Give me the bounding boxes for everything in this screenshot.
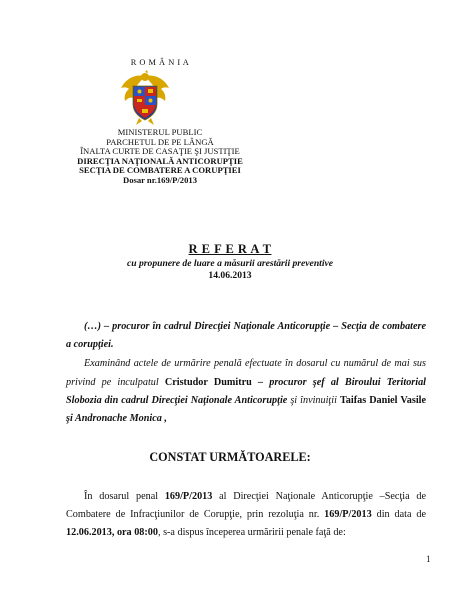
suspect-name: Taifas Daniel Vasile [339,394,426,406]
body-paragraph [66,488,426,543]
coat-of-arms-logo [118,70,172,126]
page-number: 1 [426,554,431,564]
intro-text: Examinând actele de urmărire penală efectuate în dosarul cu numărul de mai sus privind pe inculpatul [66,358,426,388]
document-title: R E F E R A T [188,242,272,256]
intro-text: şi învinuiţii [287,394,340,406]
header-line: PARCHETUL DE PE LÂNGĂ [106,136,214,147]
body-text: , s-a dispus începerea urmăririi penale faţă de: [157,527,346,539]
suspect-name-2: şi Andronache Monica , [66,413,167,425]
body-text: În dosarul penal [84,491,165,502]
header-file-number: Dosar nr.169/P/2013 [122,174,197,185]
intro-examination [66,355,426,428]
header-line: MINISTERUL PUBLIC [117,127,203,137]
case-number: 169/P/2013 [164,491,213,502]
header-directorate: DIRECŢIA NAŢIONALĂ ANTICORUPŢIE [77,155,243,166]
resolution-datetime: 12.06.2013, ora 08:00 [66,527,158,539]
document-date: 14.06.2013 [208,270,252,281]
intro-prosecutor: (…) – procuror în cadrul Direcţiei Naţionale Anticorupţie – Secţia de combatere a corupţiei. [66,321,426,351]
header-section: SECŢIA DE COMBATERE A CORUPŢIEI [79,165,241,176]
intro-block [66,318,426,428]
section-heading: CONSTAT URMĂTOARELE: [149,450,311,464]
header-institution [60,128,260,186]
body-text: al Direcţiei Naţionale Anticorupţie –Secţia de Combatere de Infracţiunilor de Corupţie, prin rezoluţia nr. [66,491,426,521]
defendant-role: – procuror şef al Biroului Teritorial Slobozia din cadrul Direcţiei Naţionale Anticorupţie [66,376,427,406]
defendant-name: Cristudor Dumitru [164,376,252,388]
resolution-number: 169/P/2013 [324,509,372,521]
header-line: ÎNALTA CURTE DE CASAŢIE ŞI JUSTIŢIE [80,146,240,157]
document-subtitle: cu propunere de luare a măsurii arestării preventive [127,258,333,269]
body-block [66,488,426,543]
country-label: R O M Â N I A [130,58,190,67]
body-text: din data de [371,509,427,521]
